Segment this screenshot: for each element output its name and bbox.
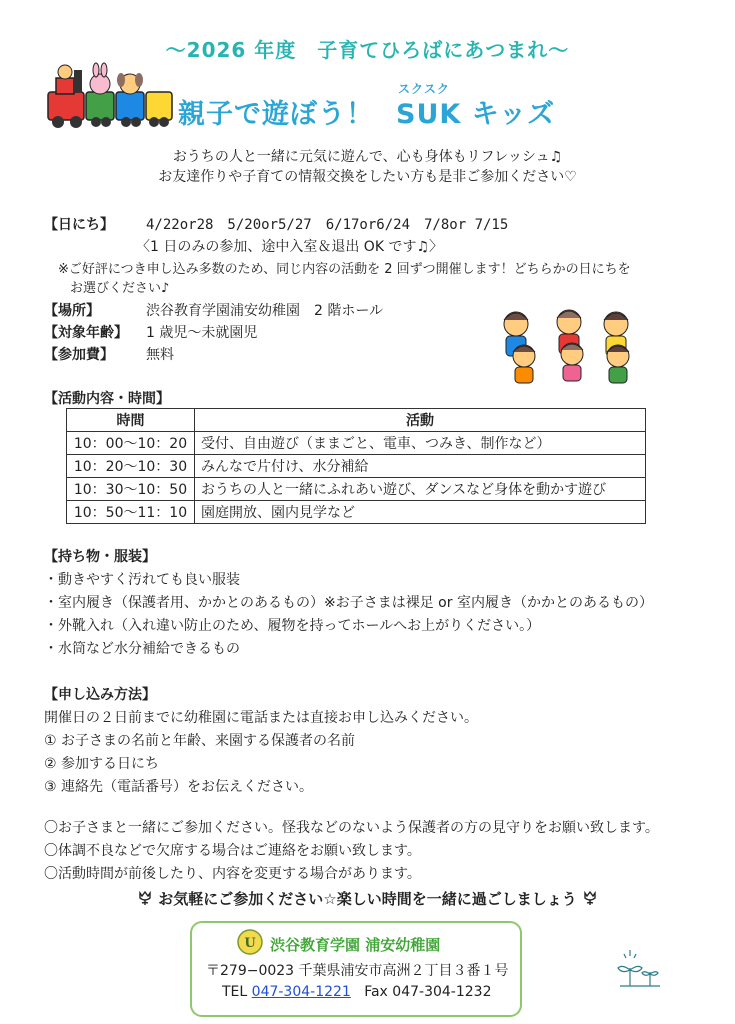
- list-item: ・室内履き（保護者用、かかとのあるもの）※お子さまは裸足 or 室内履き（かかとのあるもの）: [44, 595, 653, 611]
- tel-label: TEL: [222, 984, 248, 1000]
- age-value: 1 歳児〜未就園児: [146, 325, 258, 341]
- page-title: [178, 92, 555, 131]
- application-step: ② 参加する日にち: [44, 756, 160, 772]
- schedule-table: [66, 408, 646, 524]
- children-illustration: [494, 306, 644, 388]
- column-header-activity: 活動: [195, 409, 646, 432]
- table-row: [67, 432, 646, 455]
- school-logo: [236, 928, 264, 956]
- school-address: 〒279−0023 千葉県浦安市高洲２丁目３番１号: [206, 963, 509, 979]
- application-step: ① お子さまの名前と年齢、来園する保護者の名前: [44, 733, 355, 749]
- table-row: [67, 455, 646, 478]
- fee-value: 無料: [146, 347, 174, 363]
- tulip-icon: [582, 890, 598, 906]
- suk-title-text: SUK キッズ: [396, 99, 556, 130]
- column-header-time: 時間: [67, 409, 195, 432]
- age-label: 【対象年齢】: [44, 325, 128, 341]
- place-value: 渋谷教育学園浦安幼稚園 2 階ホール: [146, 303, 384, 319]
- intro-line-2: お友達作りや子育ての情報交換をしたい方も是非ご参加ください♡: [158, 169, 577, 185]
- closing-text: お気軽にご参加ください☆楽しい時間を一緒に過ごしましょう: [158, 890, 577, 908]
- sprout-icon: [612, 944, 668, 988]
- schedule-heading: 【活動内容・時間】: [44, 391, 170, 407]
- suk-ruby-reading: スクスク: [398, 82, 450, 96]
- fee-label: 【参加費】: [44, 347, 114, 363]
- belongings-heading: 【持ち物・服装】: [44, 549, 156, 565]
- place-label: 【場所】: [44, 303, 100, 319]
- dates-label: 【日にち】: [44, 217, 114, 233]
- closing-message: [0, 888, 735, 909]
- table-header-row: [67, 409, 646, 432]
- time-cell: 10：30〜10：50: [67, 478, 195, 501]
- train-illustration: [46, 62, 176, 132]
- school-logo-letter: U: [244, 936, 256, 951]
- popular-note-line-1: ※ご好評につき申し込み多数のため、同じ内容の活動を 2 回ずつ開催します！どちらかの日にちを: [58, 262, 631, 277]
- application-lead: 開催日の２日前までに幼稚園に電話または直接お申し込みください。: [44, 710, 478, 726]
- activity-cell: みんなで片付け、水分補給: [195, 455, 646, 478]
- dates-note: 〈1 日のみの参加、途中入室＆退出 OK です♫〉: [136, 239, 444, 255]
- time-cell: 10：50〜11：10: [67, 501, 195, 524]
- activity-cell: 園庭開放、園内見学など: [195, 501, 646, 524]
- table-row: [67, 501, 646, 524]
- table-row: [67, 478, 646, 501]
- note-item: 〇お子さまと一緒にご参加ください。怪我などのないよう保護者の方の見守りをお願い致します。: [44, 820, 659, 836]
- tel-link[interactable]: 047-304-1221: [251, 984, 351, 1000]
- school-name: 渋谷教育学園 浦安幼稚園: [270, 936, 441, 954]
- list-item: ・外靴入れ（入れ違い防止のため、履物を持ってホールへお上がりください。）: [44, 618, 541, 634]
- note-item: 〇活動時間が前後したり、内容を変更する場合があります。: [44, 866, 421, 882]
- fax-label: Fax: [364, 984, 388, 1000]
- time-cell: 10：00〜10：20: [67, 432, 195, 455]
- application-step: ③ 連絡先（電話番号）をお伝えください。: [44, 779, 313, 795]
- list-item: ・水筒など水分補給できるもの: [44, 641, 240, 657]
- activity-cell: おうちの人と一緒にふれあい遊び、ダンスなど身体を動かす遊び: [195, 478, 646, 501]
- tulip-icon: [137, 890, 153, 906]
- intro-line-1: おうちの人と一緒に元気に遊んで、心も身体もリフレッシュ♫: [172, 149, 563, 165]
- fax-number: 047-304-1232: [392, 984, 492, 1000]
- event-series-title: 〜2026 年度 子育てひろばにあつまれ〜: [165, 38, 570, 62]
- main-title-text: 親子で遊ぼう！: [178, 99, 374, 130]
- dates-value: 4/22or28 5/20or5/27 6/17or6/24 7/8or 7/15: [146, 217, 509, 233]
- time-cell: 10：20〜10：30: [67, 455, 195, 478]
- activity-cell: 受付、自由遊び（ままごと、電車、つみき、制作など）: [195, 432, 646, 455]
- note-item: 〇体調不良などで欠席する場合はご連絡をお願い致します。: [44, 843, 421, 859]
- popular-note-line-2: お選びください♪: [70, 281, 170, 296]
- application-heading: 【申し込み方法】: [44, 687, 156, 703]
- contact-line: [222, 984, 491, 1000]
- list-item: ・動きやすく汚れても良い服装: [44, 572, 240, 588]
